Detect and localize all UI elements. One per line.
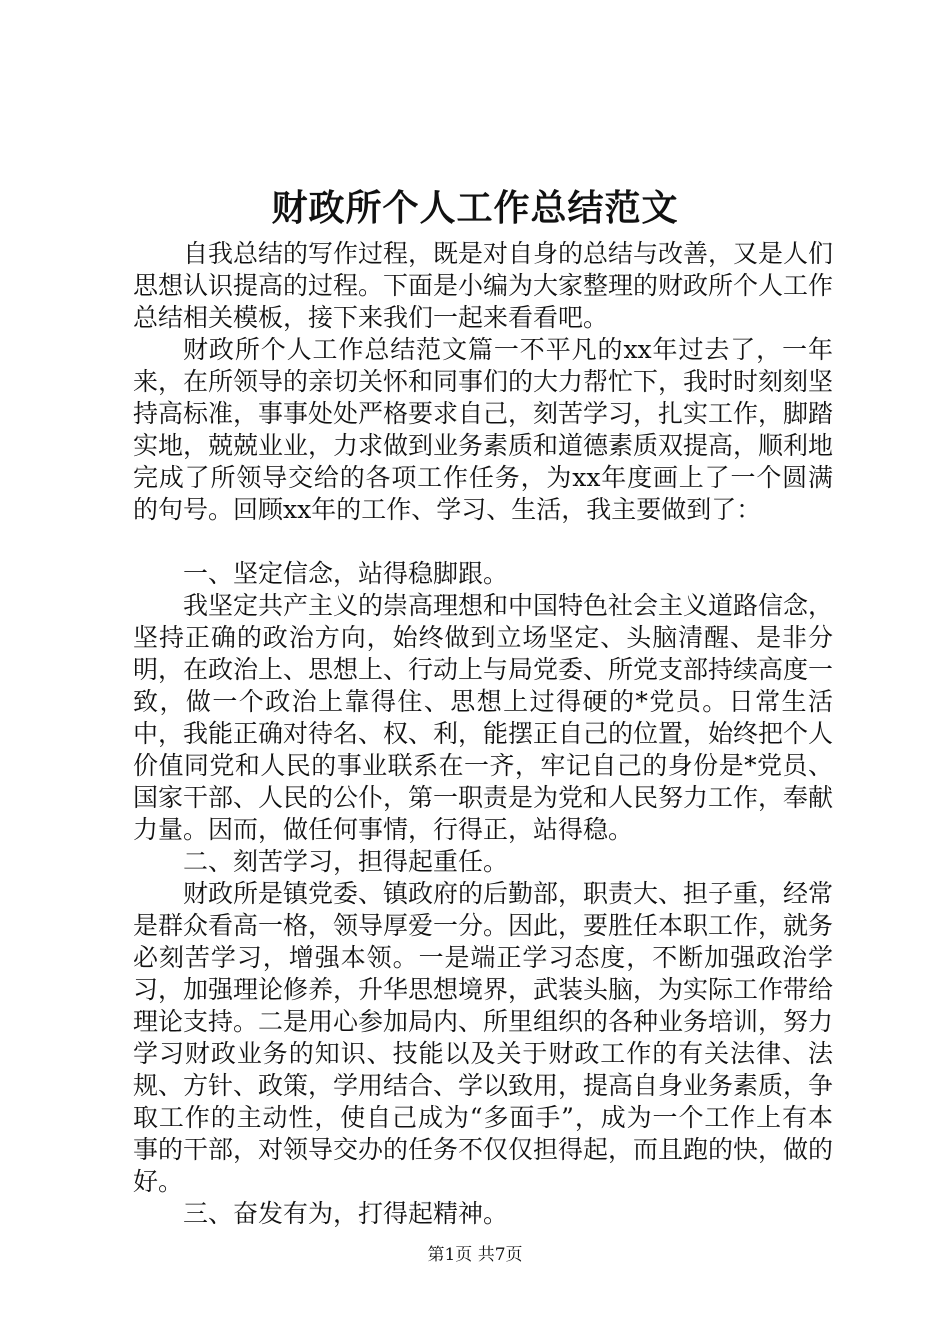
paragraph-section-2: 财政所是镇党委、镇政府的后勤部，职责大、担子重，经常是群众看高一格，领导厚爱一分。因此，要胜任本职工作，就务必刻苦学习，增强本领。一是端正学习态度，不断加强政治学习，加强理论修养，升华思想境界，武装头脑，为实际工作带给理论支持。二是用心参加局内、所里组织的各种业务培训，努力学习财政业务的知识、技能以及关于财政工作的有关法律、法规、方针、政策，学用结合、学以致用，提高自身业务素质，争取工作的主动性，使自己成为“多面手”，成为一个工作上有本事的干部，对领导交办的任务不仅仅担得起，而且跑的快，做的好。 [133,879,834,1196]
paragraph-opening: 财政所个人工作总结范文篇一不平凡的xx年过去了，一年来，在所领导的亲切关怀和同事们的大力帮忙下，我时时刻刻坚持高标准，事事处处严格要求自己，刻苦学习，扎实工作，脚踏实地，兢兢业业，力求做到业务素质和道德素质双提高，顺利地完成了所领导交给的各项工作任务，为xx年度画上了一个圆满的句号。回顾xx年的工作、学习、生活，我主要做到了： [133,335,834,524]
section-heading-2: 二、刻苦学习，担得起重任。 [183,847,509,876]
document-title: 财政所个人工作总结范文 [271,187,679,229]
paragraph-section-1: 我坚定共产主义的崇高理想和中国特色社会主义道路信念，坚持正确的政治方向，始终做到立场坚定、头脑清醒、是非分明，在政治上、思想上、行动上与局党委、所党支部持续高度一致，做一个政治上靠得住、思想上过得硬的*党员。日常生活中，我能正确对待名、权、利，能摆正自己的位置，始终把个人价值同党和人民的事业联系在一齐，牢记自己的身份是*党员、国家干部、人民的公仆，第一职责是为党和人民努力工作，奉献力量。因而，做任何事情，行得正，站得稳。 [133,591,834,844]
page-footer: 第1页 共7页 [427,1245,523,1265]
section-heading-3: 三、奋发有为，打得起精神。 [183,1199,509,1228]
document-body [133,238,833,1230]
section-heading-1: 一、坚定信念，站得稳脚跟。 [183,559,509,588]
paragraph-intro: 自我总结的写作过程，既是对自身的总结与改善，又是人们思想认识提高的过程。下面是小编为大家整理的财政所个人工作总结相关模板，接下来我们一起来看看吧。 [133,239,834,332]
